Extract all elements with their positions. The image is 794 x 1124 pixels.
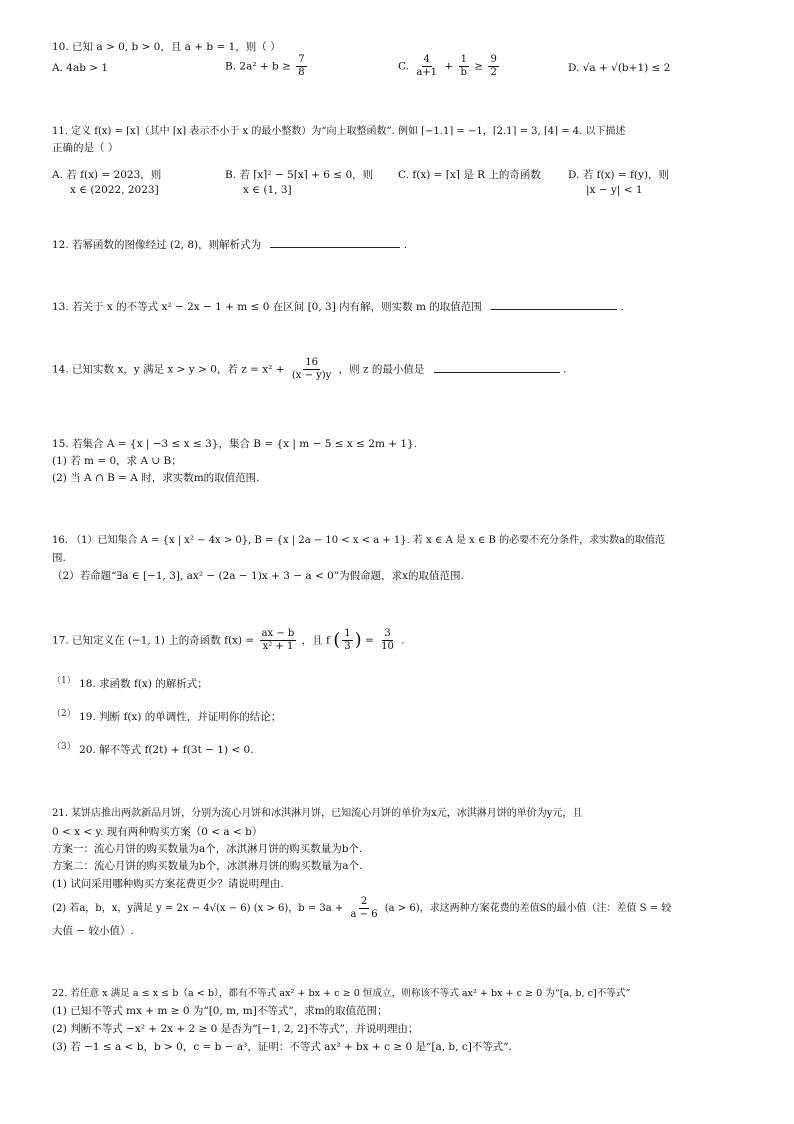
q10-c-ge: ≥ [474,60,484,73]
q17-eq: = [365,634,374,647]
q11-option-a-line1: A. 若 f(x) = 2023，则 [52,169,162,181]
q12-text: 12. 若幂函数的图像经过 (2, 8)，则解析式为 [52,239,262,251]
q10-option-c-label: C. [398,60,409,73]
q15-line1: 15. 若集合 A = {x | −3 ≤ x ≤ 3}，集合 B = {x | m − 5 ≤ x ≤ 2m + 1}. [52,438,418,450]
q17-stem: 17. 已知定义在 (−1, 1) 上的奇函数 f(x) = $\frac{ax - b}{\text{x² + 1}}$ ，且 f ( $\frac{1}{3}$ ) = $\frac{3}{10}$ . [52,628,405,652]
q15-line3: (2) 当 A ∩ B = A 时，求实数m的取值范围. [52,472,260,484]
q17-frac3 [379,628,396,653]
q17-sub2 [52,710,281,725]
q16-line2: 围. [52,552,66,564]
q17-sub3-text: 20. 解不等式 f(2t) + f(3t − 1) < 0. [79,744,254,756]
q17-sub2-marker: （2） [52,709,76,719]
q14 [52,357,566,382]
q11-stem-line1: 11. 定义 f(x) = ⌈x⌉（其中 ⌈x⌉ 表示不小于 x 的最小整数）为“向上取整函数”. 例如 ⌈−1.1⌉ = −1，⌈2.1⌉ = 3, ⌈4⌉ = 4. 以下描述 [52,126,626,137]
q10-option-c [398,54,501,79]
q22-line2: (1) 已知不等式 mx + m ≥ 0 为“[0, m, m]不等式”，求m的取值范围； [52,1005,388,1017]
q10-option-d: D. √a + √(b+1) ≤ 2 [568,62,671,74]
q17-frac2 [342,628,352,653]
q11-option-b-line2: x ∈ (1, 3] [243,184,292,196]
q15-line2: (1) 若 m = 0，求 A ∪ B； [52,455,182,467]
q10-option-b [225,54,309,79]
q17-frac1-num: ax − b [261,628,295,639]
q17-sub1 [52,677,208,692]
q14-suffix: ，则 z 的最小值是 [338,363,425,376]
q10-c-frac2 [459,54,469,79]
q17-sub3-marker: （3） [52,742,76,752]
q21-line6-suffix: (a > 6)，求这两种方案花费的差值S的最小值（注：差值 S = 较 [384,903,672,914]
q17-end: . [401,634,405,647]
q11-option-c: C. f(x) = ⌈x⌉ 是 R 上的奇函数 [398,169,541,181]
q10-option-b-fraction [296,54,306,79]
q17-sub3 [52,743,254,758]
q12-end: . [403,239,408,251]
q21-line6-prefix: (2) 若a，b，x，y满足 y = 2x − 4√(x − 6) (x > 6)，b = 3a + [52,903,344,914]
q14-frac-num: 16 [305,357,318,368]
q17-frac2-num: 1 [344,628,351,639]
q13-text: 13. 若关于 x 的不等式 x² − 2x − 1 + m ≤ 0 在区间 [0, 3] 内有解，则实数 m 的取值范围 [52,301,482,313]
q17-frac2-den: 3 [344,641,351,652]
q11-option-b-line1: B. 若 ⌈x⌉² − 5⌈x⌉ + 6 ≤ 0，则 [225,169,374,181]
q10-c-frac1-den: a+1 [416,67,438,78]
q14-answer-blank[interactable] [434,372,560,373]
q22-line4: (3) 若 −1 ≤ a < b，b > 0，c = b − a³，证明：不等式 ax² + bx + c ≥ 0 是“[a, b, c]不等式”. [52,1041,513,1053]
q21-line3: 方案一：流心月饼的购买数量为a个，冰淇淋月饼的购买数量为b个. [52,843,363,855]
q21-line7: 大值 − 较小值）. [52,925,134,937]
q16-line1: 16. （1）已知集合 A = {x | x² − 4x > 0}, B = {x | 2a − 10 < x < a + 1}. 若 x ∈ A 是 x ∈ B 的必要不充分条件，求实数a的取值范 [52,535,666,546]
q17-sub1-marker: （1） [52,676,76,686]
q11-option-d-line1: D. 若 f(x) = f(y)，则 [568,169,670,181]
q21-frac-den: a − 6 [350,909,378,920]
q17-mid: ，且 f [301,634,330,647]
q10-b-frac-num: 7 [298,54,305,65]
q17-frac3-den: 10 [381,641,394,652]
q10-stem: 10. 已知 a > 0, b > 0，且 a + b = 1，则（ ） [52,41,281,53]
q11-option-d-line2: |x − y| < 1 [586,184,643,196]
q10-c-frac3-num: 9 [490,54,497,65]
q10-b-frac-den: 8 [298,67,305,78]
q12-answer-blank[interactable] [270,247,400,248]
q22-line1: 22. 若任意 x 满足 a ≤ x ≤ b（a < b），都有不等式 ax² + bx + c ≥ 0 恒成立，则称该不等式 ax² + bx + c ≥ 0 为“[a, b, c]不等式” [52,988,631,999]
q13-answer-blank[interactable] [491,309,617,310]
q13 [52,300,624,314]
q14-frac-den: (x − y)y [291,370,332,381]
q10-c-frac3-den: 2 [490,67,497,78]
q17-frac1-den: x² + 1 [262,641,294,652]
q10-c-frac3 [488,54,498,79]
q10-c-frac2-num: 1 [460,54,467,65]
q21-line5: (1) 试问采用哪种购买方案花费更少？请说明理由. [52,878,284,890]
q10-c-frac1-num: 4 [423,54,430,65]
q10-c-frac2-den: b [460,67,467,78]
q16-line3: （2）若命题“∃a ∈ [−1, 3], ax² − (2a − 1)x + 3 − a < 0”为假命题，求x的取值范围. [52,570,464,582]
q21-frac-num: 2 [360,896,368,907]
q10-option-b-prefix: B. 2a² + b ≥ [225,60,291,73]
q10-c-frac1 [414,54,439,79]
q11-option-a-line2: x ∈ (2022, 2023] [70,184,159,196]
q12 [52,238,407,252]
q17-prefix: 17. 已知定义在 (−1, 1) 上的奇函数 f(x) = [52,634,255,647]
q22-line3: (2) 判断不等式 −x² + 2x + 2 ≥ 0 是否为“[−1, 2, 2]不等式”，并说明理由； [52,1023,419,1035]
q13-end: . [620,301,624,313]
q17-sub2-text: 19. 判断 f(x) 的单调性，并证明你的结论； [79,711,282,723]
q21-line4: 方案二：流心月饼的购买数量为b个，冰淇淋月饼的购买数量为a个. [52,860,363,872]
q17-frac1 [260,628,297,653]
q17-sub1-text: 18. 求函数 f(x) 的解析式； [79,678,208,690]
q11-stem-line2: 正确的是（ ） [52,142,119,154]
q21-line6 [52,896,671,921]
q14-fraction [290,357,333,382]
q10-option-a: A. 4ab > 1 [52,62,109,74]
q21-line6-fraction [349,896,380,921]
q21-line1: 21. 某饼店推出两款新品月饼，分别为流心月饼和冰淇淋月饼，已知流心月饼的单价为x元，冰淇淋月饼的单价为y元，且 [52,808,583,819]
q21-line2: 0 < x < y. 现有两种购买方案（0 < a < b） [52,826,263,838]
q17-frac3-num: 3 [384,628,391,639]
q14-end: . [563,363,567,376]
q14-prefix: 14. 已知实数 x，y 满足 x > y > 0，若 z = x² + [52,363,285,376]
q10-c-plus: + [444,60,454,73]
